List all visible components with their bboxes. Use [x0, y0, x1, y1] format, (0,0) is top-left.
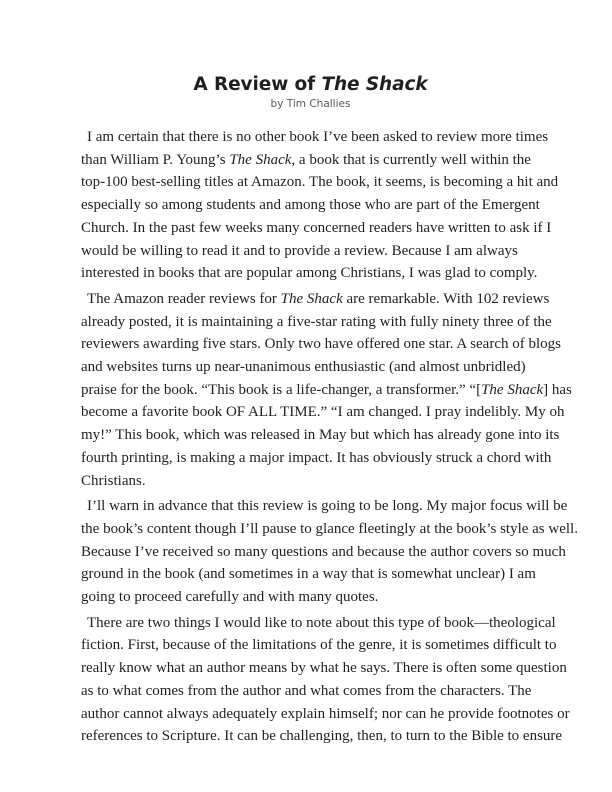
title-prefix: A Review of — [193, 74, 322, 95]
title-book-name: The Shack — [321, 74, 428, 95]
text-run: Church. In the past few weeks many concerned readers have written to ask if I — [81, 219, 552, 236]
text-run: praise for the book. “This book is a life-changer, a transformer.” “[ — [81, 381, 482, 398]
text-run: and websites turns up near-unanimous enthusiastic (and almost unbridled) — [81, 359, 526, 376]
text-run: than William P. Young’s — [81, 151, 230, 168]
text-line — [81, 262, 540, 285]
text-line — [81, 612, 556, 635]
text-run: going to proceed carefully and with many quotes. — [81, 589, 379, 606]
text-run: Christians. — [81, 472, 146, 489]
text-line — [81, 447, 552, 470]
text-run: Because I’ve received so many questions and because the author covers so much — [81, 543, 566, 560]
text-run: fourth printing, is making a major impact. It has obviously struck a chord with — [81, 449, 552, 466]
text-run: author cannot always adequately explain himself; nor can he provide footnotes or — [81, 705, 570, 722]
text-run: ground in the book (and sometimes in a way that is somewhat unclear) I am — [81, 566, 536, 583]
text-run: the book’s content though I’ll pause to glance fleetingly at the book’s style as well. — [81, 520, 578, 537]
text-line — [81, 518, 578, 541]
byline: by Tim Challies — [270, 98, 351, 110]
text-run: would be willing to read it and to provide a review. Because I am always — [81, 242, 518, 259]
paragraph — [81, 288, 572, 492]
text-run: are remarkable. With 102 reviews — [342, 290, 550, 307]
text-run: as to what comes from the author and what comes from the characters. The — [81, 682, 532, 699]
text-line — [81, 194, 540, 217]
text-line — [81, 586, 540, 609]
text-run: my!” This book, which was released in May but which has already gone into its — [81, 427, 560, 444]
text-line — [81, 356, 540, 379]
text-run: I’ll warn in advance that this review is going to be long. My major focus will be — [87, 498, 568, 515]
text-line — [81, 634, 557, 657]
text-run: There are two things I would like to note about this type of book—theological — [87, 614, 556, 631]
italic-text: The Shack — [229, 151, 292, 168]
text-line — [81, 379, 572, 402]
paragraph — [81, 495, 578, 609]
text-line — [81, 288, 550, 311]
paragraph — [81, 612, 570, 748]
text-line — [81, 541, 566, 564]
text-line — [81, 495, 568, 518]
text-line — [81, 149, 540, 172]
text-run: , a book that is currently well within the — [291, 151, 531, 168]
text-line — [81, 725, 563, 748]
paragraph — [81, 126, 559, 285]
text-line — [81, 563, 540, 586]
text-run: really know what an author means by what he says. There is often some question — [81, 660, 567, 677]
text-line — [81, 470, 540, 493]
text-run: already posted, it is maintaining a five-star rating with fully ninety three of the — [81, 313, 552, 330]
text-line — [81, 126, 549, 149]
article-body — [81, 126, 578, 748]
text-run: fiction. First, because of the limitations of the genre, it is sometimes difficult to — [81, 637, 557, 654]
text-run: The Amazon reader reviews for — [87, 290, 281, 307]
text-line — [81, 680, 540, 703]
text-line — [81, 333, 561, 356]
text-run: reviewers awarding five stars. Only two have offered one star. A search of blogs — [81, 336, 561, 353]
text-run: interested in books that are popular among Christians, I was glad to comply. — [81, 265, 538, 282]
text-run: become a favorite book OF ALL TIME.” “I am changed. I pray indelibly. My oh — [81, 404, 565, 421]
text-line — [81, 424, 560, 447]
text-line — [81, 311, 552, 334]
page-title — [81, 74, 540, 96]
text-run: references to Scripture. It can be challenging, then, to turn to the Bible to ensure — [81, 728, 563, 745]
italic-text: The Shack — [280, 290, 343, 307]
text-run: ] has — [543, 381, 572, 398]
text-line — [81, 217, 552, 240]
text-line — [81, 240, 540, 263]
text-line — [81, 401, 565, 424]
text-run: I am certain that there is no other book I’ve been asked to review more times — [87, 129, 549, 145]
text-line — [81, 171, 559, 194]
text-line — [81, 657, 567, 680]
text-run: top-100 best-selling titles at Amazon. The book, it seems, is becoming a hit and — [81, 174, 559, 191]
text-line — [81, 703, 570, 726]
italic-text: The Shack — [481, 381, 544, 398]
text-run: especially so among students and among those who are part of the Emergent — [81, 197, 540, 214]
